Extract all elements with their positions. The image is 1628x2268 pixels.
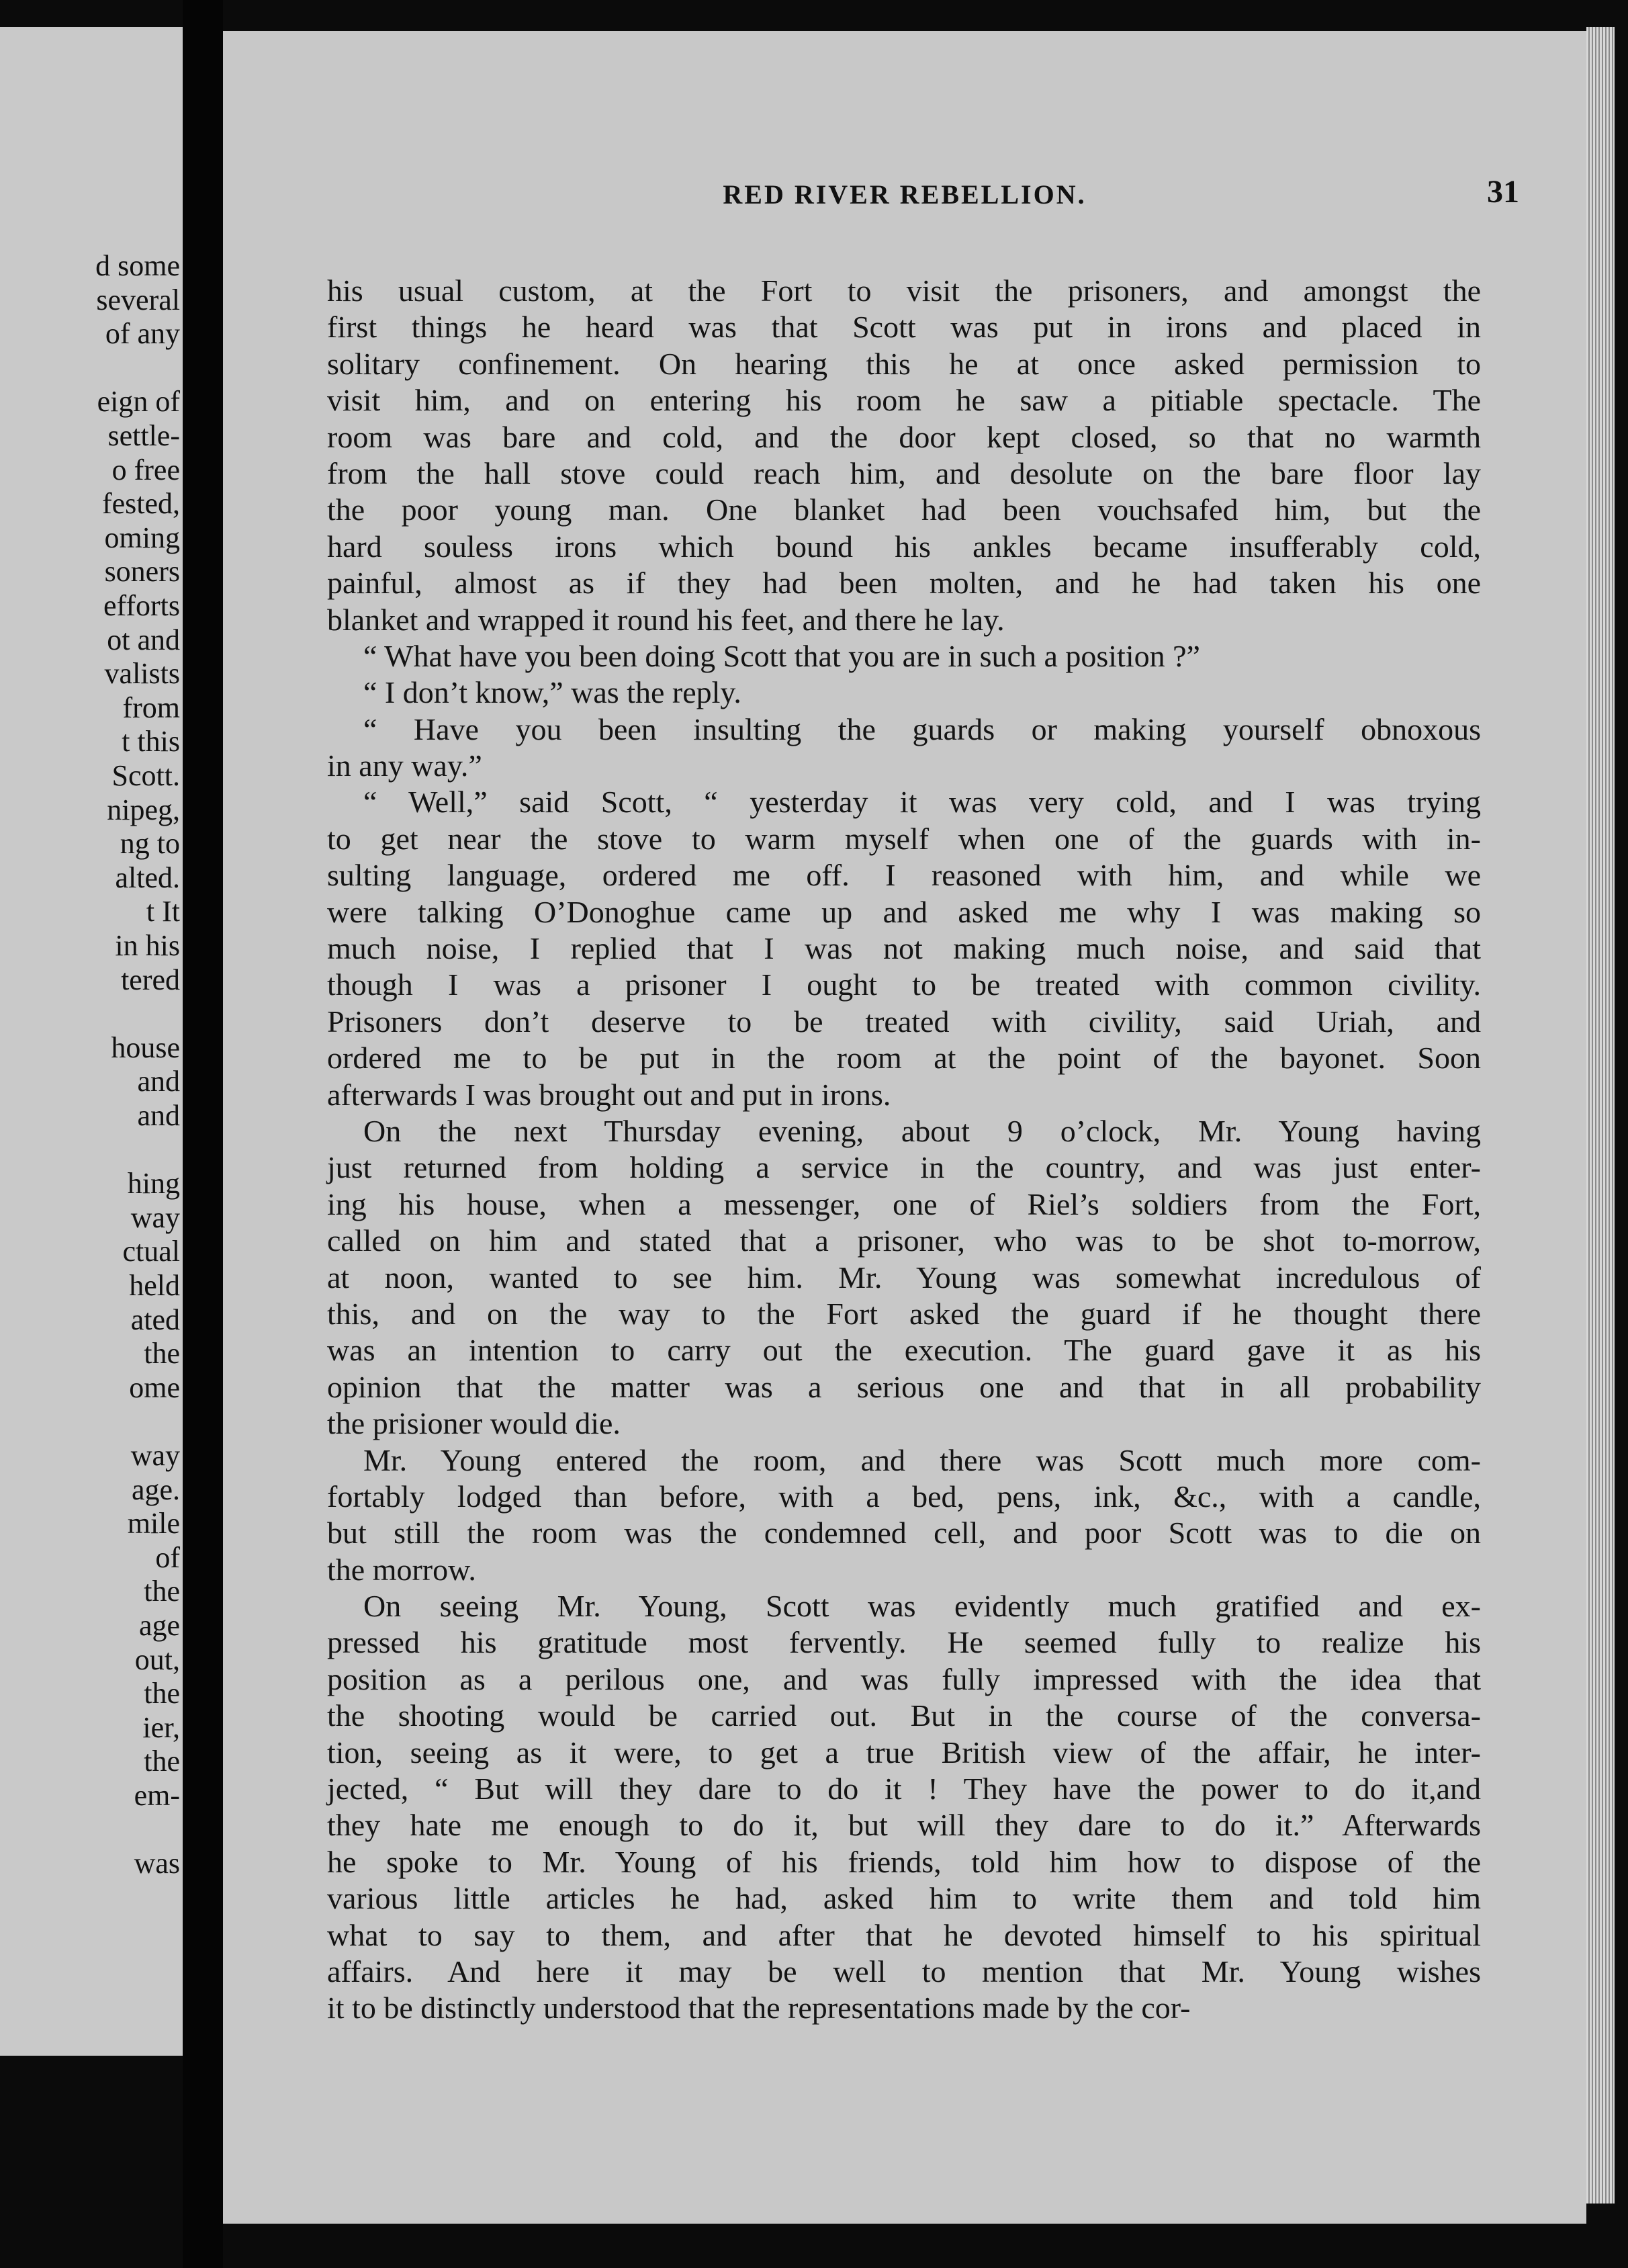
facing-page-line: age. (131, 1473, 180, 1506)
text-line: was an intention to carry out the execution. The guard gave it as his (327, 1333, 1481, 1368)
text-line: fortably lodged than before, with a bed, pens, ink, &c., with a candle, (327, 1479, 1481, 1514)
book-gutter (183, 0, 223, 2268)
facing-page-line: o free (111, 453, 180, 486)
facing-page-line: way (130, 1439, 180, 1472)
text-line: were talking O’Donoghue came up and asked me why I was making so (327, 894, 1481, 929)
facing-page-line: the (144, 1575, 180, 1608)
facing-page-line: from (122, 691, 180, 724)
text-line: but still the room was the condemned cell, and poor Scott was to die on (327, 1516, 1481, 1551)
text-line: painful, almost as if they had been molten, and he had taken his one (327, 566, 1481, 601)
facing-page-line: valists (104, 657, 180, 691)
text-line: his usual custom, at the Fort to visit the prisoners, and amongst the (327, 273, 1481, 308)
facing-page-line: in his (115, 929, 180, 962)
facing-page-line: age (138, 1609, 180, 1642)
text-line: the poor young man. One blanket had been vouchsafed him, but the (327, 492, 1481, 527)
text-line: just returned from holding a service in the country, and was just enter- (327, 1150, 1481, 1185)
facing-page-line: alted. (115, 861, 180, 894)
facing-page-line: fested, (101, 487, 180, 521)
text-line: it to be distinctly understood that the representations made by the cor- (327, 1991, 1191, 2025)
text-line: to get near the stove to warm myself when one of the guards with in- (327, 821, 1481, 856)
facing-page-line: of (155, 1540, 180, 1574)
facing-page-line: and (137, 1065, 180, 1098)
facing-page-line: t It (146, 895, 180, 928)
facing-page-line: eign of (97, 385, 180, 419)
facing-page-line: Scott. (111, 759, 180, 792)
page-number: 31 (1487, 174, 1519, 210)
facing-page-line: was (134, 1847, 180, 1880)
facing-page-line: the (144, 1745, 180, 1778)
text-line: hard souless irons which bound his ankles became insufferably cold, (327, 529, 1481, 564)
facing-page-line: em- (134, 1779, 180, 1812)
text-line: various little articles he had, asked him to write them and told him (327, 1881, 1481, 1916)
facing-page-line: settle- (107, 419, 180, 452)
facing-page-line: ome (129, 1370, 180, 1404)
page-edges (1586, 27, 1615, 2204)
paragraph (327, 638, 1481, 674)
text-line: though I was a prisoner I ought to be treated with common civility. (327, 967, 1481, 1002)
text-line: “ Have you been insulting the guards or making yourself obnoxous (363, 711, 1481, 746)
facing-page-line: the (144, 1337, 180, 1370)
facing-page-line: mile (127, 1507, 180, 1540)
text-line: room was bare and cold, and the door kept closed, so that no warmth (327, 419, 1481, 454)
text-line: afterwards I was brought out and put in irons. (327, 1077, 891, 1112)
text-line: the shooting would be carried out. But in the course of the conversa- (327, 1698, 1481, 1733)
text-line: ing his house, when a messenger, one of Riel’s soldiers from the Fort, (327, 1186, 1481, 1221)
facing-page-line: ot and (107, 623, 180, 656)
text-line: visit him, and on entering his room he saw a pitiable spectacle. The (327, 383, 1481, 418)
text-line: much noise, I replied that I was not making much noise, and said that (327, 931, 1481, 966)
paragraph (327, 674, 1481, 711)
facing-page-line: tered (121, 963, 180, 996)
paragraph (327, 273, 1481, 638)
facing-page-line: house (111, 1031, 180, 1064)
facing-page-line: oming (104, 521, 180, 554)
text-line: “ What have you been doing Scott that you are in such a position ?” (363, 638, 1200, 673)
text-line: Prisoners don’t deserve to be treated with civility, said Uriah, and (327, 1004, 1481, 1039)
running-head: RED RIVER REBELLION. (723, 179, 1087, 210)
paragraph (327, 1113, 1481, 1442)
facing-page-line: d some (95, 249, 180, 282)
facing-page-line: ated (130, 1303, 180, 1336)
text-line: the morrow. (327, 1552, 476, 1587)
text-line: On the next Thursday evening, about 9 o’clock, Mr. Young having (363, 1113, 1481, 1148)
facing-page-line: held (129, 1269, 180, 1302)
text-line: “ Well,” said Scott, “ yesterday it was very cold, and I was trying (363, 785, 1481, 820)
facing-page-line: out, (134, 1643, 180, 1676)
paragraph (327, 1588, 1481, 2027)
facing-page-line: way (130, 1201, 180, 1234)
text-line: blanket and wrapped it round his feet, and there he lay. (327, 602, 1005, 637)
facing-page-line: the (144, 1677, 180, 1710)
facing-page-line: hing (127, 1167, 180, 1201)
facing-page-line: ctual (122, 1235, 180, 1268)
text-line: this, and on the way to the Fort asked the guard if he thought there (327, 1296, 1481, 1331)
facing-page-line: efforts (103, 589, 180, 622)
text-line: he spoke to Mr. Young of his friends, told him how to dispose of the (327, 1844, 1481, 1879)
text-line: called on him and stated that a prisoner, who was to be shot to-morrow, (327, 1223, 1481, 1258)
text-line: opinion that the matter was a serious one and that in all probability (327, 1369, 1481, 1404)
facing-page-line: several (96, 283, 180, 316)
text-line: what to say to them, and after that he devoted himself to his spiritual (327, 1917, 1481, 1952)
body-text (327, 273, 1481, 2027)
text-line: affairs. And here it may be well to mention that Mr. Young wishes (327, 1954, 1481, 1989)
text-line: position as a perilous one, and was fully impressed with the idea that (327, 1661, 1481, 1696)
text-line: pressed his gratitude most fervently. He seemed fully to realize his (327, 1625, 1481, 1660)
text-line: the prisioner would die. (327, 1406, 621, 1441)
facing-page-line: nipeg, (107, 793, 180, 826)
text-line: On seeing Mr. Young, Scott was evidently much gratified and ex- (363, 1589, 1481, 1624)
facing-page-line: of any (105, 317, 180, 351)
text-line: “ I don’t know,” was the reply. (363, 675, 741, 710)
text-line: solitary confinement. On hearing this he at once asked permission to (327, 346, 1481, 381)
facing-page-line: soners (104, 555, 180, 588)
facing-page-line: ng to (120, 827, 180, 861)
book-page (223, 31, 1586, 2224)
text-line: they hate me enough to do it, but will they dare to do it.” Afterwards (327, 1808, 1481, 1843)
text-line: at noon, wanted to see him. Mr. Young was somewhat incredulous of (327, 1260, 1481, 1295)
text-line: in any way.” (327, 748, 482, 783)
facing-page-fragment (0, 27, 183, 2056)
text-line: jected, “ But will they dare to do it ! They have the power to do it,and (327, 1772, 1481, 1806)
facing-page-line: ier, (142, 1710, 180, 1744)
text-line: from the hall stove could reach him, and desolute on the bare floor lay (327, 455, 1481, 490)
text-line: ordered me to be put in the room at the point of the bayonet. Soon (327, 1041, 1481, 1076)
facing-page-line: and (137, 1099, 180, 1132)
text-line: tion, seeing as it were, to get a true British view of the affair, he inter- (327, 1735, 1481, 1770)
paragraph (327, 711, 1481, 785)
facing-page-line: t this (122, 725, 180, 758)
paragraph (327, 784, 1481, 1113)
text-line: sulting language, ordered me off. I reasoned with him, and while we (327, 858, 1481, 893)
text-line: first things he heard was that Scott was put in irons and placed in (327, 310, 1481, 345)
paragraph (327, 1442, 1481, 1589)
text-line: Mr. Young entered the room, and there was Scott much more com- (363, 1442, 1481, 1477)
